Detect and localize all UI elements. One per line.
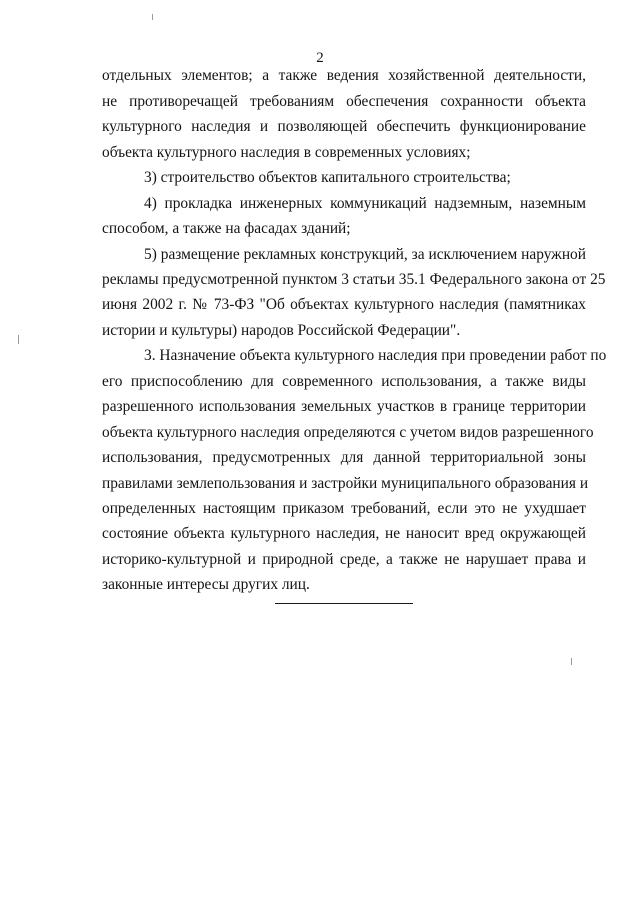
text-line: отдельных элементов; а также ведения хозяйственной деятельности,: [102, 67, 586, 84]
text-line: разрешенного использования земельных участков в границе территории: [102, 398, 586, 415]
scan-speck: [18, 335, 19, 344]
text-line: объекта культурного наследия определяются с учетом видов разрешенного: [102, 424, 594, 441]
text-line: объекта культурного наследия в современных условиях;: [102, 144, 471, 161]
closing-rule: [275, 603, 413, 604]
text-line: не противоречащей требованиям обеспечения сохранности объекта: [102, 93, 586, 110]
text-line: способом, а также на фасадах зданий;: [102, 220, 351, 237]
text-line: использования, предусмотренных для данной территориальной зоны: [102, 449, 586, 466]
text-line: 5) размещение рекламных конструкций, за исключением наружной: [144, 246, 586, 263]
text-line: культурного наследия и позволяющей обеспечить функционирование: [102, 118, 586, 135]
text-line: правилами землепользования и застройки муниципального образования и: [102, 475, 589, 492]
scan-speck: [571, 658, 572, 665]
page-number: 2: [316, 50, 324, 66]
text-line: июня 2002 г. № 73-ФЗ "Об объектах культурного наследия (памятниках: [102, 296, 586, 313]
text-line: рекламы предусмотренной пунктом 3 статьи 35.1 Федерального закона от 25: [102, 271, 606, 288]
scan-speck: [152, 14, 153, 20]
text-line: 3. Назначение объекта культурного наследия при проведении работ по: [144, 347, 607, 364]
text-line: законные интересы других лиц.: [102, 576, 310, 593]
text-line: 4) прокладка инженерных коммуникаций надземным, наземным: [144, 195, 586, 212]
text-line: его приспособлению для современного использования, а также виды: [102, 373, 586, 390]
text-line: 3) строительство объектов капитального строительства;: [144, 169, 511, 186]
text-line: историко-культурной и природной среде, а также не нарушает права и: [102, 551, 586, 568]
text-line: определенных настоящим приказом требований, если это не ухудшает: [102, 500, 586, 517]
text-line: истории и культуры) народов Российской Федерации".: [102, 322, 461, 339]
text-line: состояние объекта культурного наследия, не наносит вред окружающей: [102, 525, 586, 542]
